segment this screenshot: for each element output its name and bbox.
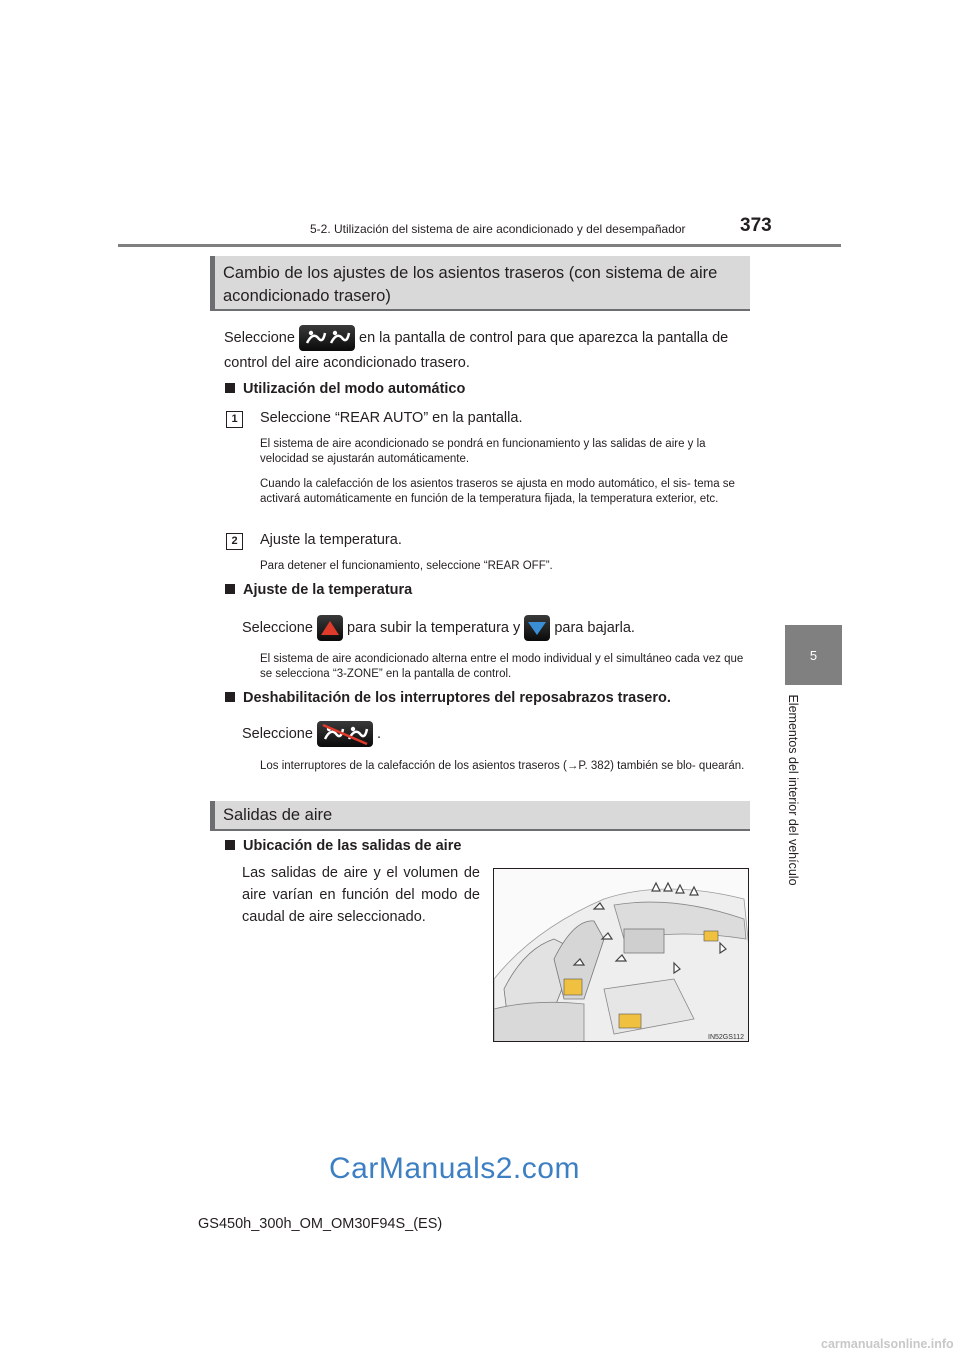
disable-text-b: . [377,725,382,742]
square-bullet-icon [225,383,235,393]
outlets-heading [225,838,461,854]
square-bullet-icon [225,692,235,702]
watermark-site-2[interactable]: carmanualsonline.info [821,1337,954,1351]
intro-text-start: Seleccione [224,329,295,346]
air-outlets-figure [493,868,749,1042]
intro-text-end: en la pantalla de control para que aparezca la pantalla de control del aire acondicionado trasero. [224,329,729,371]
step-number-1: 1 [226,411,243,428]
step-2-text: Ajuste la temperatura. [260,532,402,548]
outlets-paragraph: Las salidas de aire y el volumen de aire varían en función del modo de caudal de aire seleccionado. [242,865,480,925]
document-code: GS450h_300h_OM_OM30F94S_(ES) [198,1216,443,1232]
temp-text-c: para bajarla. [554,619,635,636]
disable-heading-text: Deshabilitación de los interruptores del reposabrazos trasero. [243,690,671,706]
auto-mode-heading [225,381,465,397]
step-1-note-2: Cuando la calefacción de los asientos traseros se ajusta en modo automático, el sis- tema se activará automáticamente en función de la temperatura fijada, la temperatura exterior, etc. [260,478,735,505]
auto-mode-heading-text: Utilización del modo automático [243,381,466,397]
outlets-heading-text: Ubicación de las salidas de aire [243,838,462,854]
car-interior-illustration [494,869,749,1042]
square-bullet-icon [225,584,235,594]
section-title: Cambio de los ajustes de los asientos traseros (con sistema de aire acondicionado trasero) [223,264,718,305]
step-1-text: Seleccione “REAR AUTO” en la pantalla. [260,410,523,426]
disable-note: Los interruptores de la calefacción de los asientos traseros (→P. 382) también se blo- quearán. [260,760,745,772]
chapter-tab [785,625,842,685]
temp-text-a: Seleccione [242,619,313,636]
step-1 [226,406,243,430]
temperature-paragraph [242,615,635,641]
temperature-note: El sistema de aire acondicionado alterna entre el modo individual y el simultáneo cada vez que se selecciona “3-ZONE” en la pantalla de control. [260,653,744,680]
header-divider [118,244,841,247]
watermark-site[interactable]: CarManuals2.com [329,1152,580,1185]
step-number-2: 2 [226,533,243,550]
square-bullet-icon [225,840,235,850]
chapter-number: 5 [809,647,818,663]
chapter-title: Elementos del interior del vehículo [786,694,800,886]
intro-paragraph [224,325,749,375]
temperature-heading [225,582,412,598]
temperature-heading-text: Ajuste de la temperatura [243,582,413,598]
temp-text-b: para subir la temperatura y [347,619,521,636]
temp-down-icon [524,615,550,641]
disable-heading [225,690,671,706]
temp-up-icon [317,615,343,641]
step-1-note-1: El sistema de aire acondicionado se pondrá en funcionamiento y las salidas de aire y la velocidad se ajustarán automáticamente. [260,438,706,465]
disable-paragraph [242,721,381,747]
step-2-note: Para detener el funcionamiento, seleccione “REAR OFF”. [260,560,553,572]
step-2 [226,528,243,552]
section2-title: Salidas de aire [223,806,333,824]
section-heading-rear-seats [210,256,750,311]
figure-code: IN52GS112 [708,1034,745,1041]
disable-text-a: Seleccione [242,725,313,742]
chapter-title-wrapper [773,690,813,890]
rear-climate-icon [299,325,355,351]
page-number: 373 [740,215,772,236]
section-heading-air-outlets [210,801,750,831]
armrest-lock-icon [317,721,373,747]
header-section-title: 5-2. Utilización del sistema de aire acondicionado y del desempañador [310,222,686,236]
